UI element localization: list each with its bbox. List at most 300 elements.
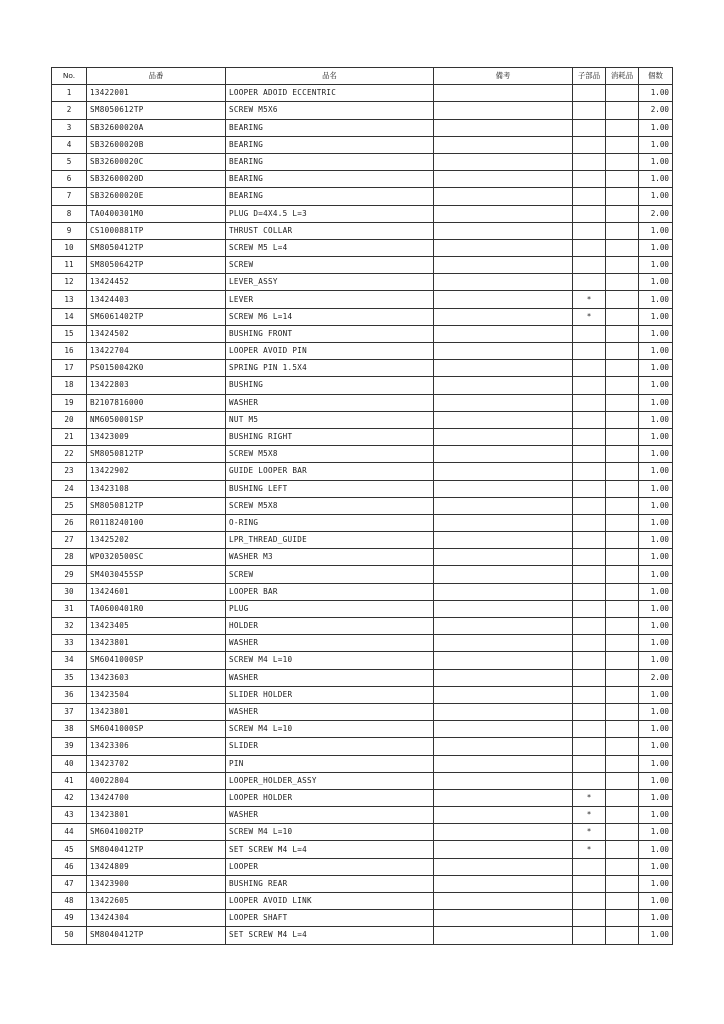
consumable-mark (606, 360, 639, 377)
part-number: SM6061402TP (87, 308, 226, 325)
part-name: HOLDER (226, 618, 434, 635)
table-row (52, 377, 673, 394)
table-row (52, 807, 673, 824)
quantity: 1.00 (639, 343, 673, 360)
remarks-cell (434, 480, 573, 497)
consumable-mark (606, 411, 639, 428)
part-number: WP0320500SC (87, 549, 226, 566)
consumable-mark (606, 377, 639, 394)
table-row (52, 136, 673, 153)
table-row (52, 669, 673, 686)
table-row (52, 514, 673, 531)
quantity: 1.00 (639, 171, 673, 188)
consumable-mark (606, 652, 639, 669)
consumable-mark (606, 153, 639, 170)
table-row (52, 755, 673, 772)
part-name: SLIDER HOLDER (226, 686, 434, 703)
row-no: 17 (52, 360, 87, 377)
child-part-mark (573, 532, 606, 549)
row-no: 4 (52, 136, 87, 153)
child-part-mark (573, 446, 606, 463)
table-row (52, 205, 673, 222)
table-row (52, 325, 673, 342)
consumable-mark (606, 789, 639, 806)
part-name: SLIDER (226, 738, 434, 755)
consumable-mark (606, 635, 639, 652)
quantity: 1.00 (639, 308, 673, 325)
consumable-mark (606, 824, 639, 841)
table-row (52, 635, 673, 652)
part-name: WASHER (226, 703, 434, 720)
child-part-mark (573, 738, 606, 755)
child-part-mark (573, 755, 606, 772)
quantity: 1.00 (639, 377, 673, 394)
consumable-mark (606, 119, 639, 136)
consumable-mark (606, 205, 639, 222)
child-part-mark (573, 136, 606, 153)
part-name: SCREW M4 L=10 (226, 652, 434, 669)
table-row (52, 153, 673, 170)
remarks-cell (434, 807, 573, 824)
child-part-mark (573, 703, 606, 720)
row-no: 30 (52, 583, 87, 600)
quantity: 1.00 (639, 239, 673, 256)
table-row (52, 893, 673, 910)
consumable-mark (606, 772, 639, 789)
part-name: PIN (226, 755, 434, 772)
part-number: 13423405 (87, 618, 226, 635)
part-number: 13423306 (87, 738, 226, 755)
part-number: 13423801 (87, 807, 226, 824)
part-name: BUSHING REAR (226, 875, 434, 892)
part-number: SB32600020A (87, 119, 226, 136)
consumable-mark (606, 136, 639, 153)
table-row (52, 360, 673, 377)
child-part-mark (573, 257, 606, 274)
consumable-mark (606, 875, 639, 892)
part-number: SM4030455SP (87, 566, 226, 583)
consumable-mark (606, 807, 639, 824)
row-no: 37 (52, 703, 87, 720)
quantity: 1.00 (639, 360, 673, 377)
part-name: LOOPER_HOLDER_ASSY (226, 772, 434, 789)
quantity: 1.00 (639, 446, 673, 463)
part-number: 13424452 (87, 274, 226, 291)
header-row (52, 68, 673, 85)
part-name: BEARING (226, 171, 434, 188)
quantity: 1.00 (639, 257, 673, 274)
consumable-mark (606, 222, 639, 239)
child-part-mark (573, 463, 606, 480)
part-name: SET SCREW M4 L=4 (226, 841, 434, 858)
child-part-mark (573, 343, 606, 360)
quantity: 1.00 (639, 824, 673, 841)
child-part-mark (573, 927, 606, 944)
part-number: SM6041000SP (87, 652, 226, 669)
table-row (52, 497, 673, 514)
row-no: 42 (52, 789, 87, 806)
part-name: WASHER (226, 669, 434, 686)
header-consumable: 消耗品 (606, 68, 639, 85)
quantity: 1.00 (639, 652, 673, 669)
table-row (52, 738, 673, 755)
row-no: 24 (52, 480, 87, 497)
child-part-mark (573, 274, 606, 291)
table-row (52, 686, 673, 703)
child-part-mark (573, 618, 606, 635)
child-part-mark (573, 686, 606, 703)
consumable-mark (606, 188, 639, 205)
row-no: 46 (52, 858, 87, 875)
part-number: SM8040412TP (87, 927, 226, 944)
remarks-cell (434, 119, 573, 136)
remarks-cell (434, 772, 573, 789)
part-name: BEARING (226, 188, 434, 205)
quantity: 1.00 (639, 85, 673, 102)
part-number: R0118240100 (87, 514, 226, 531)
table-row (52, 789, 673, 806)
row-no: 5 (52, 153, 87, 170)
part-number: SM6041000SP (87, 721, 226, 738)
remarks-cell (434, 789, 573, 806)
part-number: 13424601 (87, 583, 226, 600)
table-row (52, 394, 673, 411)
child-part-mark (573, 652, 606, 669)
row-no: 33 (52, 635, 87, 652)
child-part-mark (573, 205, 606, 222)
part-name: LOOPER (226, 858, 434, 875)
part-number: SM8050812TP (87, 497, 226, 514)
quantity: 1.00 (639, 807, 673, 824)
table-row (52, 875, 673, 892)
remarks-cell (434, 893, 573, 910)
quantity: 1.00 (639, 566, 673, 583)
consumable-mark (606, 703, 639, 720)
remarks-cell (434, 308, 573, 325)
row-no: 48 (52, 893, 87, 910)
consumable-mark (606, 102, 639, 119)
child-part-mark (573, 377, 606, 394)
part-number: CS1000881TP (87, 222, 226, 239)
row-no: 41 (52, 772, 87, 789)
remarks-cell (434, 394, 573, 411)
consumable-mark (606, 927, 639, 944)
quantity: 1.00 (639, 497, 673, 514)
remarks-cell (434, 669, 573, 686)
remarks-cell (434, 686, 573, 703)
remarks-cell (434, 153, 573, 170)
table-row (52, 257, 673, 274)
row-no: 20 (52, 411, 87, 428)
part-name: LPR_THREAD_GUIDE (226, 532, 434, 549)
header-no: No. (52, 68, 87, 85)
table-row (52, 222, 673, 239)
child-part-mark: * (573, 841, 606, 858)
consumable-mark (606, 171, 639, 188)
remarks-cell (434, 824, 573, 841)
quantity: 1.00 (639, 703, 673, 720)
remarks-cell (434, 102, 573, 119)
row-no: 19 (52, 394, 87, 411)
table-row (52, 566, 673, 583)
part-number: 13422704 (87, 343, 226, 360)
row-no: 34 (52, 652, 87, 669)
remarks-cell (434, 703, 573, 720)
row-no: 45 (52, 841, 87, 858)
quantity: 1.00 (639, 394, 673, 411)
parts-table-body (52, 85, 673, 944)
remarks-cell (434, 549, 573, 566)
table-row (52, 119, 673, 136)
consumable-mark (606, 858, 639, 875)
part-name: LOOPER AVOID LINK (226, 893, 434, 910)
consumable-mark (606, 566, 639, 583)
table-row (52, 927, 673, 944)
quantity: 1.00 (639, 738, 673, 755)
quantity: 1.00 (639, 841, 673, 858)
consumable-mark (606, 532, 639, 549)
part-name: BUSHING FRONT (226, 325, 434, 342)
child-part-mark (573, 360, 606, 377)
quantity: 1.00 (639, 910, 673, 927)
quantity: 1.00 (639, 686, 673, 703)
consumable-mark (606, 239, 639, 256)
quantity: 1.00 (639, 600, 673, 617)
remarks-cell (434, 343, 573, 360)
table-row (52, 532, 673, 549)
child-part-mark (573, 772, 606, 789)
part-name: PLUG D=4X4.5 L=3 (226, 205, 434, 222)
remarks-cell (434, 875, 573, 892)
row-no: 1 (52, 85, 87, 102)
consumable-mark (606, 274, 639, 291)
part-number: SB32600020C (87, 153, 226, 170)
quantity: 1.00 (639, 119, 673, 136)
quantity: 1.00 (639, 411, 673, 428)
part-number: 40022804 (87, 772, 226, 789)
child-part-mark: * (573, 824, 606, 841)
part-name: SCREW M6 L=14 (226, 308, 434, 325)
table-row (52, 446, 673, 463)
child-part-mark (573, 600, 606, 617)
quantity: 1.00 (639, 463, 673, 480)
remarks-cell (434, 721, 573, 738)
table-row (52, 841, 673, 858)
row-no: 50 (52, 927, 87, 944)
quantity: 2.00 (639, 102, 673, 119)
child-part-mark (573, 635, 606, 652)
quantity: 2.00 (639, 669, 673, 686)
part-number: SB32600020B (87, 136, 226, 153)
quantity: 1.00 (639, 291, 673, 308)
part-name: WASHER (226, 807, 434, 824)
part-number: 13424809 (87, 858, 226, 875)
quantity: 1.00 (639, 618, 673, 635)
table-row (52, 721, 673, 738)
row-no: 47 (52, 875, 87, 892)
child-part-mark (573, 411, 606, 428)
consumable-mark (606, 686, 639, 703)
child-part-mark (573, 875, 606, 892)
part-name: THRUST COLLAR (226, 222, 434, 239)
table-row (52, 428, 673, 445)
part-number: 13422803 (87, 377, 226, 394)
table-row (52, 858, 673, 875)
row-no: 40 (52, 755, 87, 772)
quantity: 1.00 (639, 153, 673, 170)
part-number: 13423108 (87, 480, 226, 497)
part-number: 13424403 (87, 291, 226, 308)
remarks-cell (434, 428, 573, 445)
remarks-cell (434, 583, 573, 600)
part-name: O-RING (226, 514, 434, 531)
part-number: 13423801 (87, 635, 226, 652)
remarks-cell (434, 652, 573, 669)
consumable-mark (606, 446, 639, 463)
remarks-cell (434, 463, 573, 480)
quantity: 1.00 (639, 549, 673, 566)
quantity: 2.00 (639, 205, 673, 222)
remarks-cell (434, 841, 573, 858)
part-name: LEVER (226, 291, 434, 308)
row-no: 44 (52, 824, 87, 841)
child-part-mark (573, 153, 606, 170)
part-name: BEARING (226, 153, 434, 170)
row-no: 28 (52, 549, 87, 566)
part-name: BEARING (226, 119, 434, 136)
part-number: 13424502 (87, 325, 226, 342)
part-number: 13423801 (87, 703, 226, 720)
consumable-mark (606, 549, 639, 566)
row-no: 2 (52, 102, 87, 119)
part-number: PS0150042K0 (87, 360, 226, 377)
row-no: 38 (52, 721, 87, 738)
remarks-cell (434, 171, 573, 188)
consumable-mark (606, 463, 639, 480)
child-part-mark (573, 583, 606, 600)
row-no: 3 (52, 119, 87, 136)
part-number: SB32600020E (87, 188, 226, 205)
part-name: BUSHING LEFT (226, 480, 434, 497)
consumable-mark (606, 394, 639, 411)
part-number: TA0600401R0 (87, 600, 226, 617)
row-no: 43 (52, 807, 87, 824)
part-number: 13422605 (87, 893, 226, 910)
header-child-part: 子部品 (573, 68, 606, 85)
quantity: 1.00 (639, 325, 673, 342)
table-row (52, 703, 673, 720)
child-part-mark (573, 85, 606, 102)
row-no: 16 (52, 343, 87, 360)
child-part-mark (573, 102, 606, 119)
part-number: SB32600020D (87, 171, 226, 188)
quantity: 1.00 (639, 514, 673, 531)
remarks-cell (434, 377, 573, 394)
child-part-mark (573, 910, 606, 927)
part-name: SCREW (226, 257, 434, 274)
table-row (52, 274, 673, 291)
child-part-mark (573, 497, 606, 514)
table-row (52, 618, 673, 635)
part-name: SCREW M5 L=4 (226, 239, 434, 256)
part-name: WASHER (226, 635, 434, 652)
row-no: 11 (52, 257, 87, 274)
child-part-mark (573, 549, 606, 566)
quantity: 1.00 (639, 428, 673, 445)
row-no: 23 (52, 463, 87, 480)
quantity: 1.00 (639, 480, 673, 497)
consumable-mark (606, 618, 639, 635)
child-part-mark (573, 480, 606, 497)
header-qty: 個数 (639, 68, 673, 85)
row-no: 13 (52, 291, 87, 308)
part-name: LOOPER HOLDER (226, 789, 434, 806)
row-no: 32 (52, 618, 87, 635)
table-row (52, 910, 673, 927)
row-no: 15 (52, 325, 87, 342)
quantity: 1.00 (639, 274, 673, 291)
quantity: 1.00 (639, 755, 673, 772)
row-no: 14 (52, 308, 87, 325)
remarks-cell (434, 411, 573, 428)
table-row (52, 171, 673, 188)
remarks-cell (434, 85, 573, 102)
remarks-cell (434, 205, 573, 222)
quantity: 1.00 (639, 532, 673, 549)
remarks-cell (434, 360, 573, 377)
part-name: LOOPER AVOID PIN (226, 343, 434, 360)
part-number: 13423603 (87, 669, 226, 686)
remarks-cell (434, 497, 573, 514)
row-no: 7 (52, 188, 87, 205)
consumable-mark (606, 514, 639, 531)
part-name: SET SCREW M4 L=4 (226, 927, 434, 944)
part-number: TA0400301M0 (87, 205, 226, 222)
part-name: PLUG (226, 600, 434, 617)
quantity: 1.00 (639, 635, 673, 652)
child-part-mark (573, 222, 606, 239)
child-part-mark (573, 514, 606, 531)
table-row (52, 824, 673, 841)
child-part-mark (573, 325, 606, 342)
part-number: SM6041002TP (87, 824, 226, 841)
table-row (52, 463, 673, 480)
child-part-mark: * (573, 291, 606, 308)
remarks-cell (434, 257, 573, 274)
consumable-mark (606, 308, 639, 325)
child-part-mark (573, 171, 606, 188)
consumable-mark (606, 893, 639, 910)
part-number: 13423504 (87, 686, 226, 703)
table-row (52, 652, 673, 669)
child-part-mark (573, 566, 606, 583)
remarks-cell (434, 755, 573, 772)
quantity: 1.00 (639, 893, 673, 910)
remarks-cell (434, 532, 573, 549)
remarks-cell (434, 446, 573, 463)
header-name: 品名 (226, 68, 434, 85)
row-no: 39 (52, 738, 87, 755)
part-name: SCREW M5X8 (226, 497, 434, 514)
child-part-mark: * (573, 308, 606, 325)
part-name: NUT M5 (226, 411, 434, 428)
part-name: SCREW M5X8 (226, 446, 434, 463)
quantity: 1.00 (639, 875, 673, 892)
row-no: 9 (52, 222, 87, 239)
quantity: 1.00 (639, 721, 673, 738)
remarks-cell (434, 910, 573, 927)
consumable-mark (606, 755, 639, 772)
